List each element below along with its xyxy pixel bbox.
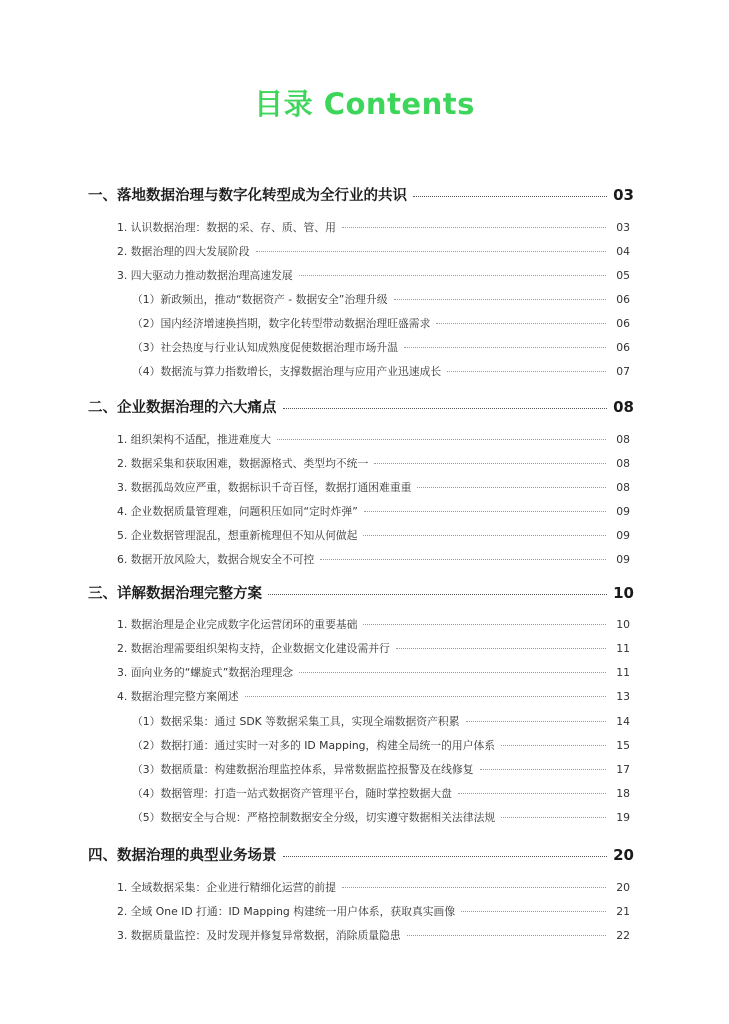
page-number: 09 (616, 553, 630, 566)
page-number: 06 (616, 293, 630, 306)
subitem-title: （1）数据采集：通过 SDK 等数据采集工具，实现全端数据资产积累 (132, 715, 460, 728)
subitem-title: （4）数据管理：打造一站式数据资产管理平台，随时掌控数据大盘 (132, 787, 452, 800)
toc-subitem[interactable] (132, 292, 630, 307)
subitem-title: （3）社会热度与行业认知成熟度促使数据治理市场升温 (132, 341, 398, 354)
dot-leader (394, 299, 606, 300)
toc-item[interactable] (117, 617, 630, 632)
item-title: 2. 全域 One ID 打通：ID Mapping 构建统一用户体系，获取真实画像 (117, 905, 456, 918)
toc-item[interactable] (117, 528, 630, 543)
dot-leader (342, 227, 606, 228)
item-title: 1. 认识数据治理：数据的采、存、质、管、用 (117, 221, 336, 234)
page-title: 目录 Contents (254, 87, 475, 121)
subitem-title: （2）数据打通：通过实时一对多的 ID Mapping，构建全局统一的用户体系 (132, 739, 496, 752)
section-title: 四、数据治理的典型业务场景 (88, 848, 277, 864)
dot-leader (256, 251, 607, 252)
dot-leader (245, 696, 606, 697)
toc-subitem[interactable] (132, 810, 630, 825)
toc-item[interactable] (117, 689, 630, 704)
page-number: 13 (616, 690, 630, 703)
item-title: 5. 企业数据管理混乱，想重新梳理但不知从何做起 (117, 529, 358, 542)
toc-section[interactable] (88, 396, 634, 417)
dot-leader (461, 911, 606, 912)
page-number: 10 (616, 618, 630, 631)
page-number: 14 (616, 715, 630, 728)
dot-leader (277, 439, 606, 440)
toc-subitem[interactable] (132, 786, 630, 801)
item-title: 2. 数据治理需要组织架构支持，企业数据文化建设需并行 (117, 642, 390, 655)
dot-leader (268, 594, 607, 595)
dot-leader (363, 535, 606, 536)
toc-item[interactable] (117, 268, 630, 283)
page-number: 03 (613, 186, 634, 204)
dot-leader (501, 817, 606, 818)
page-number: 06 (616, 317, 630, 330)
toc-item[interactable] (117, 904, 630, 919)
dot-leader (436, 323, 606, 324)
toc-section[interactable] (88, 844, 634, 865)
dot-leader (364, 511, 606, 512)
toc-subitem[interactable] (132, 340, 630, 355)
item-title: 2. 数据治理的四大发展阶段 (117, 245, 250, 258)
page-number: 11 (616, 666, 630, 679)
page-number: 08 (613, 398, 634, 416)
dot-leader (480, 769, 606, 770)
dot-leader (299, 275, 606, 276)
page-number: 09 (616, 529, 630, 542)
dot-leader (396, 648, 606, 649)
toc-section[interactable] (88, 184, 634, 205)
dot-leader (320, 559, 606, 560)
dot-leader (413, 196, 607, 197)
toc-item[interactable] (117, 220, 630, 235)
page-number: 04 (616, 245, 630, 258)
dot-leader (283, 856, 608, 857)
subitem-title: （3）数据质量：构建数据治理监控体系，异常数据监控报警及在线修复 (132, 763, 474, 776)
toc-item[interactable] (117, 880, 630, 895)
item-title: 6. 数据开放风险大，数据合规安全不可控 (117, 553, 315, 566)
item-title: 1. 全域数据采集：企业进行精细化运营的前提 (117, 881, 336, 894)
toc-item[interactable] (117, 504, 630, 519)
toc-item[interactable] (117, 432, 630, 447)
dot-leader (466, 721, 607, 722)
page-number: 20 (613, 846, 634, 864)
item-title: 4. 数据治理完整方案阐述 (117, 690, 239, 703)
section-title: 二、企业数据治理的六大痛点 (88, 400, 277, 416)
subitem-title: （4）数据流与算力指数增长，支撑数据治理与应用产业迅速成长 (132, 365, 442, 378)
toc-item[interactable] (117, 928, 630, 943)
item-title: 3. 数据质量监控：及时发现并修复异常数据，消除质量隐患 (117, 929, 401, 942)
page-number: 22 (616, 929, 630, 942)
dot-leader (363, 624, 606, 625)
toc-subitem[interactable] (132, 762, 630, 777)
page-number: 08 (616, 433, 630, 446)
subitem-title: （1）新政频出，推动“数据资产 - 数据安全”治理升级 (132, 293, 388, 306)
toc-item[interactable] (117, 480, 630, 495)
toc-subitem[interactable] (132, 738, 630, 753)
page-number: 20 (616, 881, 630, 894)
item-title: 3. 面向业务的“螺旋式”数据治理理念 (117, 666, 294, 679)
dot-leader (283, 408, 608, 409)
toc-section[interactable] (88, 582, 634, 603)
toc-item[interactable] (117, 244, 630, 259)
page-number: 15 (616, 739, 630, 752)
page-number: 10 (613, 584, 634, 602)
page-number: 19 (616, 811, 630, 824)
page-number: 17 (616, 763, 630, 776)
dot-leader (407, 935, 606, 936)
page-number: 08 (616, 481, 630, 494)
page-number: 08 (616, 457, 630, 470)
item-title: 4. 企业数据质量管理难，问题积压如同“定时炸弹” (117, 505, 358, 518)
toc-subitem[interactable] (132, 316, 630, 331)
subitem-title: （2）国内经济增速换挡期，数字化转型带动数据治理旺盛需求 (132, 317, 431, 330)
dot-leader (374, 463, 606, 464)
dot-leader (447, 371, 606, 372)
toc-subitem[interactable] (132, 364, 630, 379)
section-title: 三、详解数据治理完整方案 (88, 586, 262, 602)
item-title: 3. 数据孤岛效应严重，数据标识千奇百怪，数据打通困难重重 (117, 481, 412, 494)
toc-item[interactable] (117, 641, 630, 656)
page-number: 03 (616, 221, 630, 234)
toc-item[interactable] (117, 665, 630, 680)
dot-leader (299, 672, 606, 673)
subitem-title: （5）数据安全与合规：严格控制数据安全分级，切实遵守数据相关法律法规 (132, 811, 496, 824)
item-title: 1. 组织架构不适配，推进难度大 (117, 433, 272, 446)
page-number: 18 (616, 787, 630, 800)
toc-subitem[interactable] (132, 714, 630, 729)
page-number: 06 (616, 341, 630, 354)
page-number: 07 (616, 365, 630, 378)
page-number: 21 (616, 905, 630, 918)
section-title: 一、落地数据治理与数字化转型成为全行业的共识 (88, 188, 407, 204)
page-number: 05 (616, 269, 630, 282)
item-title: 2. 数据采集和获取困难，数据源格式、类型均不统一 (117, 457, 369, 470)
item-title: 3. 四大驱动力推动数据治理高速发展 (117, 269, 293, 282)
dot-leader (501, 745, 606, 746)
page-number: 11 (616, 642, 630, 655)
dot-leader (342, 887, 606, 888)
page-number: 09 (616, 505, 630, 518)
dot-leader (404, 347, 606, 348)
toc-item[interactable] (117, 456, 630, 471)
toc-item[interactable] (117, 552, 630, 567)
dot-leader (458, 793, 606, 794)
item-title: 1. 数据治理是企业完成数字化运营闭环的重要基础 (117, 618, 358, 631)
dot-leader (417, 487, 606, 488)
